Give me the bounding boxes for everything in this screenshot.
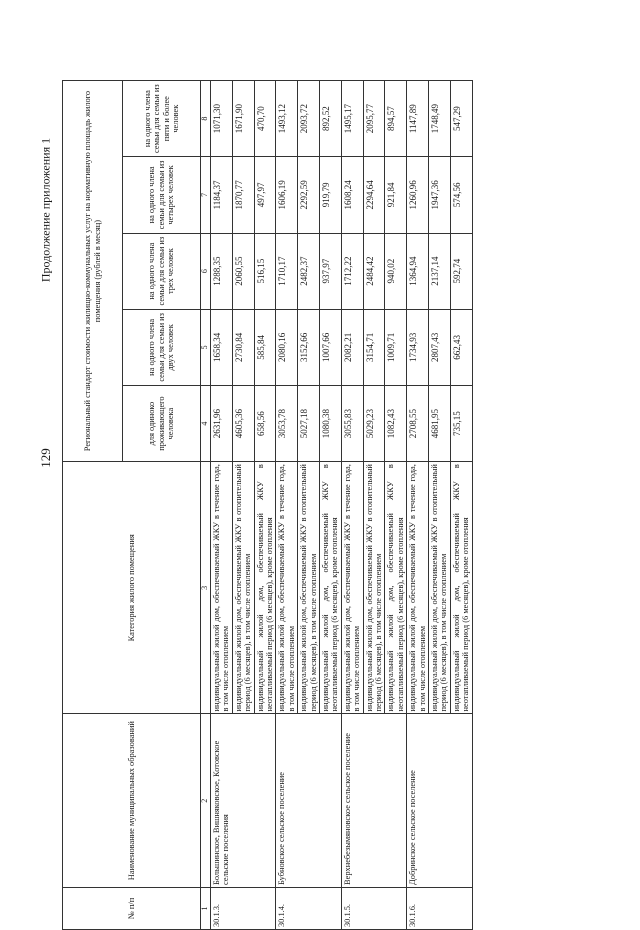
column-index: 6 [201,233,211,309]
row-number: 30.1.6. [407,887,472,929]
category-cell: индивидуальный жилой дом, обеспечиваемый ЖКУ в течение года, в том числе отоплением [341,462,363,714]
value-cell: 2137,14 [429,233,451,309]
value-cell: 1184,37 [210,157,232,233]
value-cell: 1493,12 [276,81,298,157]
value-cell: 1288,35 [210,233,232,309]
column-index: 7 [201,157,211,233]
value-cell: 2730,84 [232,309,254,385]
table-row [341,81,363,930]
value-cell: 3055,83 [341,385,363,461]
value-cell: 2807,43 [429,309,451,385]
value-cell: 1748,49 [429,81,451,157]
column-index-row [201,81,211,930]
category-cell: индивидуальный жилой дом, обеспечиваемый ЖКУ в отопительный период (6 месяцев), в том числе отоплением [232,462,254,714]
header-sub-4: на одного члена семьи для семьи из четырех человек [123,157,201,233]
value-cell: 2060,55 [232,233,254,309]
value-cell: 1734,93 [407,309,429,385]
value-cell: 3154,71 [363,309,385,385]
municipality-name: Добринское сельское поселение [407,714,472,887]
category-cell: индивидуальный жилой дом, обеспечиваемый ЖКУ в отопительный период (6 месяцев), в том числе отоплением [363,462,385,714]
value-cell: 1606,19 [276,157,298,233]
value-cell: 1082,43 [385,385,407,461]
value-cell: 4681,95 [429,385,451,461]
value-cell: 2708,55 [407,385,429,461]
category-cell: индивидуальный жилой дом, обеспечиваемый ЖКУ в отопительный период (6 месяцев), в том числе отоплением [298,462,320,714]
category-cell: индивидуальный жилой дом, обеспечиваемый ЖКУ в течение года, в том числе отоплением [407,462,429,714]
rotated-table-sheet [62,80,582,930]
value-cell: 1080,38 [320,385,342,461]
value-cell: 470,70 [254,81,276,157]
header-sub-2: на одного члена семьи для семьи из двух человек [123,309,201,385]
header-sub-1: для одиноко проживающего человека [123,385,201,461]
column-index: 4 [201,385,211,461]
row-number: 30.1.3. [210,887,275,929]
value-cell: 1658,34 [210,309,232,385]
page-number-text: 129 [38,448,53,468]
value-cell: 2631,96 [210,385,232,461]
column-index: 3 [201,462,211,714]
value-cell: 585,84 [254,309,276,385]
category-cell: индивидуальный жилой дом, обеспечиваемый ЖКУ в течение года, в том числе отоплением [276,462,298,714]
column-index: 5 [201,309,211,385]
category-cell: индивидуальный жилой дом, обеспечиваемый ЖКУ в течение года, в том числе отоплением [210,462,232,714]
value-cell: 1608,24 [341,157,363,233]
value-cell: 1712,22 [341,233,363,309]
value-cell: 3053,78 [276,385,298,461]
value-cell: 592,74 [450,233,472,309]
value-cell: 5029,23 [363,385,385,461]
table-row [407,81,429,930]
column-index: 1 [201,887,211,929]
value-cell: 547,29 [450,81,472,157]
standards-table [62,80,473,930]
value-cell: 1364,94 [407,233,429,309]
value-cell: 1009,71 [385,309,407,385]
value-cell: 894,57 [385,81,407,157]
value-cell: 662,43 [450,309,472,385]
column-index: 8 [201,81,211,157]
header-category: Категория жилого помещения [63,462,201,714]
municipality-name: Верхнебезымяновское сельское поселение [341,714,406,887]
value-cell: 3152,66 [298,309,320,385]
value-cell: 2292,59 [298,157,320,233]
value-cell: 1260,96 [407,157,429,233]
value-cell: 497,97 [254,157,276,233]
value-cell: 2093,72 [298,81,320,157]
value-cell: 1007,66 [320,309,342,385]
row-number: 30.1.5. [341,887,406,929]
value-cell: 1071,30 [210,81,232,157]
header-no: № п/п [63,887,201,929]
value-cell: 2080,16 [276,309,298,385]
table-row [276,81,298,930]
value-cell: 2484,42 [363,233,385,309]
value-cell: 2294,64 [363,157,385,233]
municipality-name: Бубновское сельское поселение [276,714,341,887]
value-cell: 2095,77 [363,81,385,157]
category-cell: индивидуальный жилой дом, обеспечиваемый ЖКУ в неотапливаемый период (6 месяцев), кроме отопления [450,462,472,714]
category-cell: индивидуальный жилой дом, обеспечиваемый ЖКУ в неотапливаемый период (6 месяцев), кроме отопления [254,462,276,714]
category-cell: индивидуальный жилой дом, обеспечиваемый ЖКУ в отопительный период (6 месяцев), в том числе отоплением [429,462,451,714]
value-cell: 892,52 [320,81,342,157]
value-cell: 2482,37 [298,233,320,309]
column-index: 2 [201,714,211,887]
table-row [210,81,232,930]
header-sub-5: на одного члена семьи для семьи из пяти и более человек [123,81,201,157]
value-cell: 5027,18 [298,385,320,461]
value-cell: 735,15 [450,385,472,461]
value-cell: 940,02 [385,233,407,309]
value-cell: 574,56 [450,157,472,233]
value-cell: 937,97 [320,233,342,309]
value-cell: 4605,36 [232,385,254,461]
row-number: 30.1.4. [276,887,341,929]
value-cell: 1870,77 [232,157,254,233]
value-cell: 1147,89 [407,81,429,157]
header-name: Наименование муниципальных образований [63,714,201,887]
value-cell: 1710,17 [276,233,298,309]
header-standard: Региональный стандарт стоимости жилищно-коммунальных услуг на нормативную площадь жилого помещения (рублей в месяц) [63,81,123,462]
value-cell: 1947,36 [429,157,451,233]
value-cell: 516,15 [254,233,276,309]
value-cell: 1495,17 [341,81,363,157]
municipality-name: Большинское, Вишняковское, Котовское сельские поселения [210,714,275,887]
value-cell: 921,84 [385,157,407,233]
value-cell: 1671,90 [232,81,254,157]
header-sub-3: на одного члена семьи для семьи из трех человек [123,233,201,309]
value-cell: 658,56 [254,385,276,461]
category-cell: индивидуальный жилой дом, обеспечиваемый ЖКУ в неотапливаемый период (6 месяцев), кроме отопления [320,462,342,714]
value-cell: 919,79 [320,157,342,233]
category-cell: индивидуальный жилой дом, обеспечиваемый ЖКУ в неотапливаемый период (6 месяцев), кроме отопления [385,462,407,714]
value-cell: 2082,21 [341,309,363,385]
continuation-text: Продолжение приложения 1 [38,137,53,283]
